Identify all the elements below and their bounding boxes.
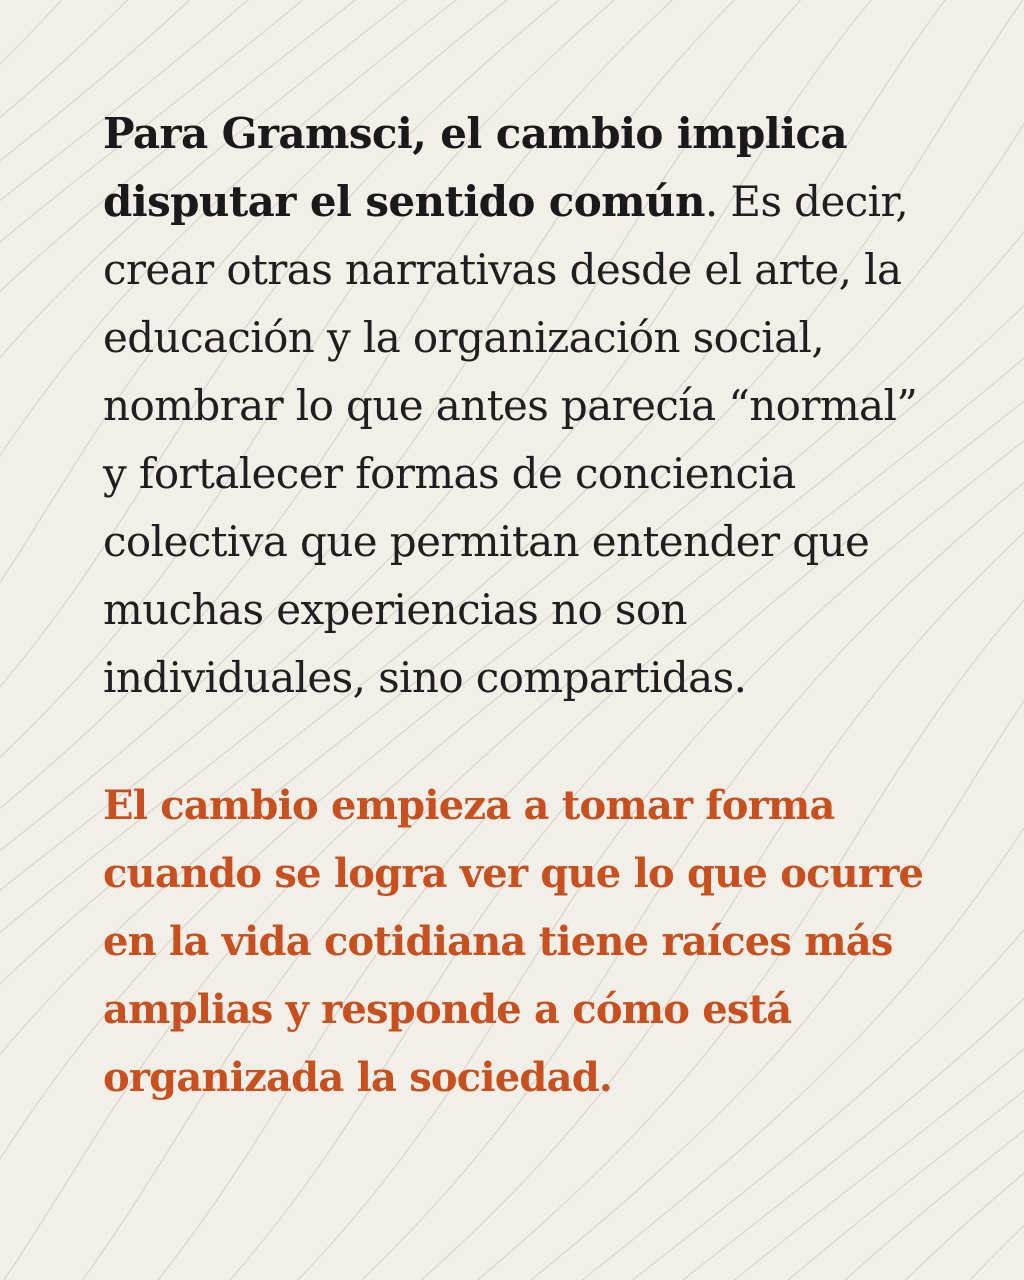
gramsci-paragraph <box>103 100 933 712</box>
gramsci-explanation: . Es decir, crear otras narrativas desde el arte, la educación y la organización social, nombrar lo que antes parecía “normal” y fortalecer formas de conciencia colectiva que permitan entender que muchas experiencias no son individuales, sino compartidas. <box>103 177 918 702</box>
wave-line <box>0 0 79 1280</box>
gramsci-highlight: Para Gramsci, el cambio implica disputar el sentido común <box>103 109 848 226</box>
conclusion-paragraph: El cambio empieza a tomar forma cuando se logra ver que lo que ocurre en la vida cotidiana tiene raíces más amplias y responde a cómo está organizada la sociedad. <box>103 782 924 1101</box>
wave-line <box>0 0 7 1280</box>
wave-line <box>952 0 1024 1280</box>
text-content <box>103 100 933 1112</box>
